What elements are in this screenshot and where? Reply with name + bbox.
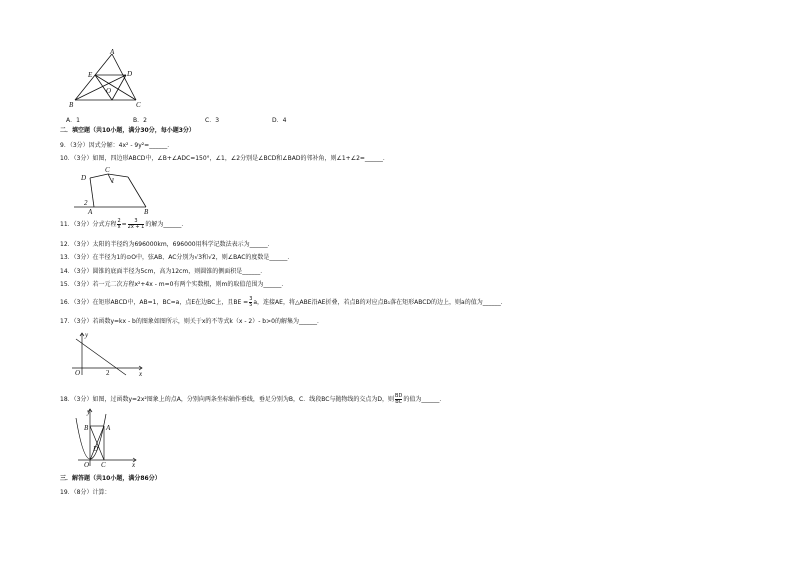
q11-prefix: 11．（3分）分式方程 [60,221,117,228]
section-fill-blank-heading: 二．填空题（共10小题，满分30分，每小题3分） [60,127,195,134]
q11-frac1-num: 2 [117,218,121,224]
label-A: A [110,48,115,56]
question-9: 9．（3分）因式分解：4x² - 9y²=______． [60,142,174,149]
q11-equals: = [121,221,127,228]
label-O: O [75,369,81,377]
question-15: 15．（3分）若一元二次方程x²+4x - m=0有两个实数根，则m的取值范围为______． [60,281,288,288]
label-A: A [106,424,111,432]
option-c: C．3 [205,117,220,124]
label-E: E [88,71,93,79]
question-12: 12．（3分）太阳的半径约为696000km，696000用科学记数法表示为______． [60,241,274,248]
question-11 [60,218,187,232]
label-1: 1 [111,177,115,185]
question-14: 14．（3分）圆锥的底面半径为5cm，高为12cm，则圆锥的侧面积是______． [60,268,267,275]
quadrilateral-figure [70,164,160,216]
label-C: C [101,461,106,469]
label-D: D [81,174,87,182]
q16-frac-num: 3 [249,296,253,302]
label-O: O [84,461,90,469]
q18-frac-den: BC [395,399,403,405]
section-answer-heading: 三．解答题（共10小题，满分86分） [60,475,161,482]
label-x: x [132,461,136,469]
q16-frac-den: 5 [249,302,253,308]
option-a: A．1 [66,117,80,124]
q11-suffix: 的解为______． [145,221,188,228]
label-y: y [85,331,89,339]
q16-suffix: a，连接AE，将△ABE沿AE折叠，若点B的对应点B₁落在矩形ABCD的边上，则a的值为______． [253,299,507,306]
label-2: 2 [106,369,110,377]
parabola-figure [70,406,140,470]
question-18 [60,393,445,407]
question-17: 17．（3分）若函数y=kx - b的图象如图所示，则关于x的不等式k（x - 2）- b>0的解集为______． [60,318,323,325]
q16-prefix: 16．（3分）在矩形ABCD中，AB=1，BC=a，点E在边BC上，且BE = [60,299,249,306]
option-d: D．4 [272,117,287,124]
label-B: B [144,208,149,216]
q11-frac2-den: 2x + 1 [127,224,145,230]
question-16 [60,296,507,310]
label-A: A [88,208,93,216]
label-B: B [84,424,89,432]
linear-graph-figure [66,330,146,380]
label-x: x [139,370,143,378]
label-2: 2 [84,199,88,207]
label-B: B [69,101,74,109]
q11-frac1-den: x [117,224,121,230]
q18-frac-num: BD [395,393,403,399]
q11-frac2-num: 3 [128,219,145,225]
question-19: 19．（8分）计算： [60,489,111,496]
question-10: 10．（3分）如图，四边形ABCD中，∠B+∠ADC=150°，∠1，∠2分别是∠BCD和∠BAD的邻补角，则∠1+∠2=______． [60,155,389,162]
q18-prefix: 18．（3分）如图，过函数y=2x²图象上的点A，分别向两条坐标轴作垂线，垂足分别为B，C．线段BC与抛物线的交点为D，则 [60,396,395,403]
q18-suffix: 的值为______． [403,396,446,403]
label-D: D [127,70,133,78]
label-C: C [136,101,141,109]
label-D: D [93,445,99,453]
question-13: 13．（3分）在半径为1的⊙O中，弦AB、AC分别为√3和√2，则∠BAC的度数是______． [60,254,294,261]
label-O: O [106,87,112,95]
label-C: C [105,166,110,174]
option-b: B．2 [133,117,147,124]
triangle-figure [66,48,156,110]
label-y: y [87,408,91,416]
